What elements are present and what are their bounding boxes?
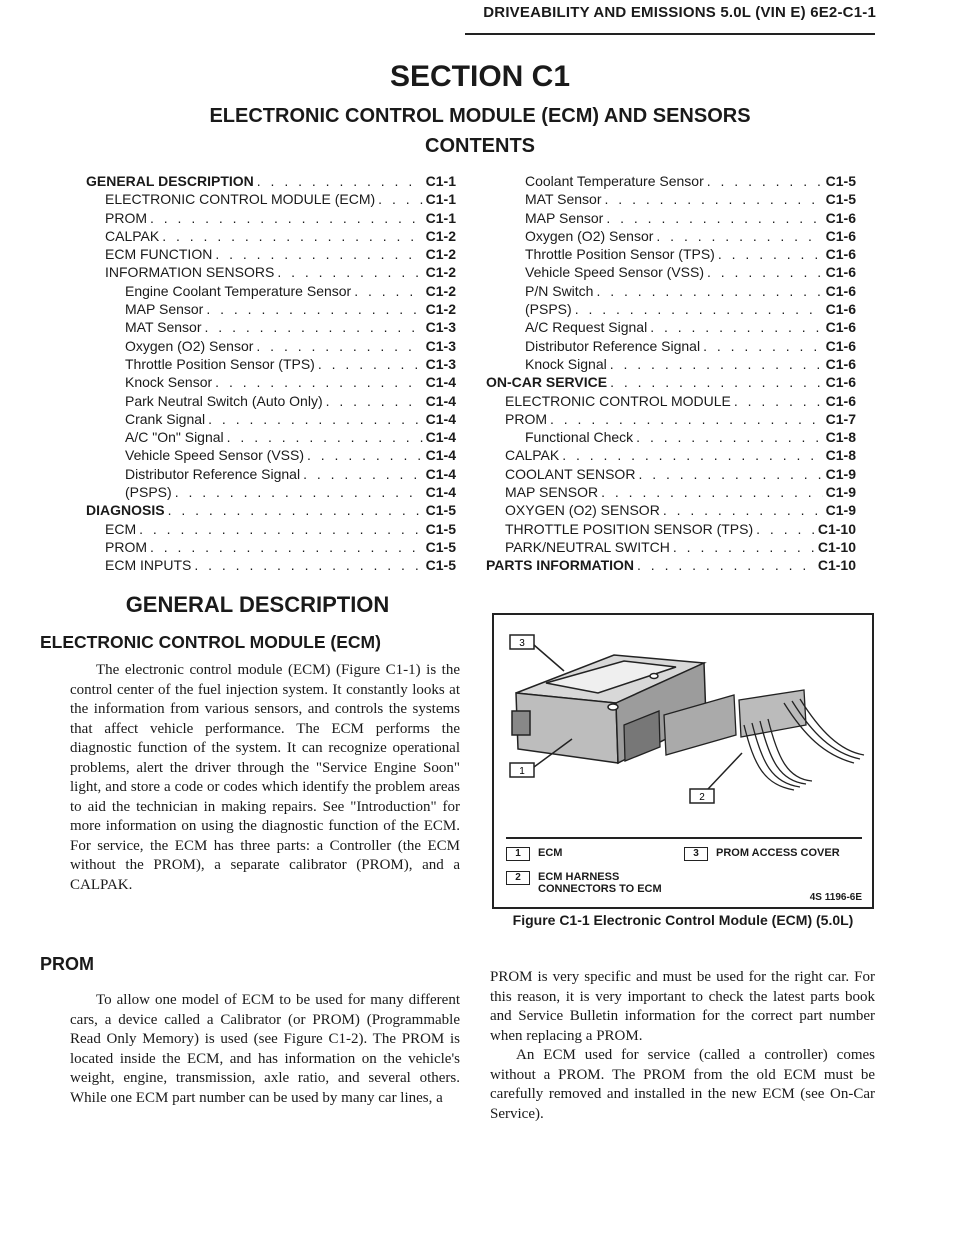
toc-entry-page: C1-5: [825, 191, 856, 208]
toc-entry-label: PROM: [105, 209, 147, 226]
prom-paragraph-continued: PROM is very specific and must be used for the right car. For this reason, it is very important to check the latest parts book and Service Bulletin information for the correct part number when replacing a PROM.: [490, 969, 875, 1044]
toc-leader-dots: [656, 227, 822, 245]
ecm-illustration: [494, 615, 872, 837]
legend-item-harness: [506, 871, 662, 895]
toc-entry-label: PROM: [105, 538, 147, 555]
toc-entry-label: Distributor Reference Signal: [525, 337, 701, 354]
legend-label-line1: ECM HARNESS: [538, 871, 620, 883]
figure-separator: [506, 837, 862, 839]
toc-entry: [86, 227, 456, 245]
toc-entry-page: C1-3: [425, 355, 456, 372]
toc-entry-label: Distributor Reference Signal: [125, 465, 301, 482]
callout-1-label: 1: [519, 766, 525, 777]
ecm-paragraph: The electronic control module (ECM) (Figure C1-1) is the control center of the fuel injection system. It constantly looks at the information from various sensors, and controls the systems that affect vehicle performance. The ECM performs the diagnostic function of the system. It can recognize operational problems, alert the driver through the "Service Engine Soon" light, and store a code or codes which identify the problem areas to aid the technician in making repairs. See "Introduction" for more information on using the diagnostic function of the ECM. For service, the ECM has three parts: a Controller (the ECM without the PROM), a separate calibrator (PROM), and a CALPAK.: [70, 662, 460, 893]
toc-entry-page: C1-4: [425, 392, 456, 409]
toc-leader-dots: [307, 446, 423, 464]
toc-entry-page: C1-2: [425, 227, 456, 244]
toc-entry-page: C1-9: [825, 502, 856, 519]
toc-entry-page: C1-5: [425, 557, 456, 574]
callout-3: [510, 635, 564, 671]
toc-entry-label: GENERAL DESCRIPTION: [86, 173, 254, 189]
toc-entry: [486, 392, 856, 410]
toc-entry-page: C1-1: [425, 191, 456, 208]
legend-label: PROM ACCESS COVER: [716, 847, 840, 859]
toc-entry-page: C1-10: [817, 520, 856, 537]
toc-leader-dots: [205, 318, 423, 336]
legend-label: [538, 871, 662, 895]
toc-leader-dots: [208, 410, 422, 428]
toc-entry-label: ELECTRONIC CONTROL MODULE: [505, 392, 731, 409]
toc-entry: [486, 300, 856, 318]
toc-leader-dots: [756, 520, 815, 538]
toc-entry: [86, 446, 456, 464]
toc-entry-page: C1-4: [425, 447, 456, 464]
toc-entry-label: ELECTRONIC CONTROL MODULE (ECM): [105, 191, 376, 208]
toc-leader-dots: [637, 556, 815, 574]
toc-entry: [486, 501, 856, 519]
toc-entry-page: C1-6: [825, 355, 856, 372]
toc-entry-page: C1-5: [425, 520, 456, 537]
legend-label: ECM: [538, 847, 563, 859]
toc-entry-page: C1-6: [825, 319, 856, 336]
toc-entry-label: P/N Switch: [525, 282, 594, 299]
toc-entry-label: PROM: [505, 410, 547, 427]
toc-leader-dots: [673, 538, 815, 556]
toc-entry-page: C1-3: [425, 319, 456, 336]
toc-entry-label: Vehicle Speed Sensor (VSS): [525, 264, 704, 281]
toc-entry: [486, 190, 856, 208]
toc-leader-dots: [605, 190, 823, 208]
toc-entry-label: Vehicle Speed Sensor (VSS): [125, 447, 304, 464]
toc-entry-label: MAP Sensor: [525, 209, 604, 226]
toc-entry: [86, 245, 456, 263]
toc-entry: [86, 501, 456, 519]
toc-entry: [486, 355, 856, 373]
toc-leader-dots: [610, 373, 823, 391]
toc-leader-dots: [707, 172, 823, 190]
toc-entry: [486, 172, 856, 190]
toc-entry-label: ECM INPUTS: [105, 557, 192, 574]
toc-entry-label: MAT Sensor: [525, 191, 602, 208]
toc-leader-dots: [610, 355, 823, 373]
toc-entry: [86, 172, 456, 190]
toc-entry-label: A/C "On" Signal: [125, 429, 224, 446]
toc-leader-dots: [663, 501, 823, 519]
toc-entry-page: C1-3: [425, 337, 456, 354]
toc-leader-dots: [215, 373, 422, 391]
toc-leader-dots: [257, 172, 423, 190]
toc-leader-dots: [562, 446, 822, 464]
toc-entry: [486, 410, 856, 428]
toc-entry-page: C1-8: [825, 447, 856, 464]
legend-num: 3: [684, 847, 708, 861]
toc-leader-dots: [718, 245, 823, 263]
running-header: DRIVEABILITY AND EMISSIONS 5.0L (VIN E) 6E2-C1-1: [483, 4, 876, 21]
toc-entry-label: A/C Request Signal: [525, 319, 648, 336]
toc-entry: [486, 282, 856, 300]
legend-item-prom-cover: [684, 847, 840, 861]
toc-entry: [86, 520, 456, 538]
header-rule: [465, 33, 875, 35]
toc-entry-label: CALPAK: [505, 447, 560, 464]
toc-entry-page: C1-2: [425, 282, 456, 299]
toc-entry: [86, 392, 456, 410]
toc-entry-label: Knock Sensor: [125, 374, 213, 391]
toc-leader-dots: [378, 190, 422, 208]
toc-entry: [86, 190, 456, 208]
toc-entry: [486, 209, 856, 227]
toc-entry-page: C1-1: [425, 173, 456, 189]
toc-entry-page: C1-5: [425, 502, 456, 519]
toc-leader-dots: [354, 282, 422, 300]
toc-entry-page: C1-6: [825, 246, 856, 263]
toc-entry: [486, 373, 856, 391]
toc-leader-dots: [703, 337, 823, 355]
toc-entry-page: C1-6: [825, 337, 856, 354]
toc-entry: [86, 428, 456, 446]
toc-entry: [86, 318, 456, 336]
legend-num: 1: [506, 847, 530, 861]
toc-entry-label: INFORMATION SENSORS: [105, 264, 275, 281]
toc-entry-page: C1-4: [425, 374, 456, 391]
toc-entry-page: C1-10: [817, 557, 856, 574]
toc-entry-page: C1-5: [825, 173, 856, 189]
prom-paragraph: To allow one model of ECM to be used for many different cars, a device called a Calibrator (or PROM) (Programmable Read Only Memory) is used (see Figure C1-2). The PROM is located inside the ECM, and has information on the vehicle's weight, engine, transmission, axle ratio, and several others. While one ECM part number can be used by many car lines, a: [70, 992, 460, 1106]
toc-leader-dots: [150, 209, 423, 227]
toc-right-column: [486, 172, 856, 575]
toc-entry-label: MAP SENSOR: [505, 484, 599, 501]
toc-leader-dots: [734, 392, 823, 410]
toc-leader-dots: [175, 483, 423, 501]
toc-entry: [86, 282, 456, 300]
toc-entry-label: MAT Sensor: [125, 319, 202, 336]
toc-entry: [486, 245, 856, 263]
general-description-heading: GENERAL DESCRIPTION: [125, 592, 390, 617]
section-subtitle: ELECTRONIC CONTROL MODULE (ECM) AND SENSORS: [209, 105, 751, 127]
toc-entry-label: Throttle Position Sensor (TPS): [525, 246, 715, 263]
toc-entry: [86, 465, 456, 483]
toc-entry-page: C1-6: [825, 209, 856, 226]
toc-entry-label: PARTS INFORMATION: [486, 557, 635, 574]
toc-left-column: [86, 172, 456, 575]
toc-leader-dots: [650, 318, 822, 336]
toc-leader-dots: [707, 263, 823, 281]
toc-entry-page: C1-6: [825, 374, 856, 391]
toc-entry: [86, 556, 456, 574]
toc-leader-dots: [318, 355, 423, 373]
toc-entry-label: (PSPS): [525, 301, 572, 318]
toc-entry-page: C1-2: [425, 264, 456, 281]
toc-entry: [486, 483, 856, 501]
toc-leader-dots: [606, 209, 822, 227]
toc-entry-label: PARK/NEUTRAL SWITCH: [505, 538, 670, 555]
toc-entry: [486, 446, 856, 464]
legend-item-ecm: [506, 847, 562, 861]
toc-entry: [86, 209, 456, 227]
toc-entry: [486, 337, 856, 355]
toc-entry: [486, 428, 856, 446]
toc-entry-page: C1-8: [825, 429, 856, 446]
toc-entry: [486, 465, 856, 483]
ecm-heading: ELECTRONIC CONTROL MODULE (ECM): [40, 632, 381, 652]
toc-entry-label: Park Neutral Switch (Auto Only): [125, 392, 323, 409]
toc-leader-dots: [638, 465, 822, 483]
section-title: SECTION C1: [389, 60, 571, 93]
toc-leader-dots: [206, 300, 422, 318]
toc-entry: [86, 483, 456, 501]
toc-entry-label: MAP Sensor: [125, 301, 204, 318]
toc-entry-label: THROTTLE POSITION SENSOR (TPS): [505, 520, 754, 537]
toc-leader-dots: [636, 428, 822, 446]
toc-leader-dots: [168, 501, 423, 519]
toc-leader-dots: [150, 538, 423, 556]
callout-2: [690, 753, 742, 803]
toc-leader-dots: [256, 337, 422, 355]
toc-entry-page: C1-9: [825, 484, 856, 501]
toc-entry-label: Throttle Position Sensor (TPS): [125, 355, 315, 372]
toc-leader-dots: [194, 556, 422, 574]
prom-heading: PROM: [40, 954, 94, 974]
toc-entry: [86, 337, 456, 355]
legend-num: 2: [506, 871, 530, 885]
toc-entry-page: C1-5: [425, 538, 456, 555]
callout-3-label: 3: [519, 638, 525, 649]
callout-2-label: 2: [699, 792, 705, 803]
toc-entry: [486, 318, 856, 336]
ecm-figure: [492, 613, 874, 909]
toc-entry-label: CALPAK: [105, 227, 160, 244]
toc-leader-dots: [277, 263, 422, 281]
toc-leader-dots: [227, 428, 423, 446]
toc-entry-page: C1-4: [425, 429, 456, 446]
toc-entry: [486, 227, 856, 245]
toc-entry: [86, 263, 456, 281]
toc-entry-page: C1-6: [825, 282, 856, 299]
toc-entry-label: Oxygen (O2) Sensor: [525, 227, 654, 244]
toc-entry-label: Functional Check: [525, 429, 634, 446]
toc-entry: [486, 263, 856, 281]
toc-leader-dots: [162, 227, 422, 245]
contents-heading: CONTENTS: [425, 135, 535, 157]
toc-entry-label: Coolant Temperature Sensor: [525, 173, 704, 189]
toc-entry: [486, 538, 856, 556]
toc-leader-dots: [215, 245, 422, 263]
toc-entry-page: C1-4: [425, 410, 456, 427]
toc-entry: [486, 520, 856, 538]
toc-entry: [86, 355, 456, 373]
toc-entry: [86, 300, 456, 318]
controller-paragraph: An ECM used for service (called a controller) comes without a PROM. The PROM from the old ECM must be carefully removed and installed in the new ECM (see On-Car Service).: [490, 1047, 875, 1122]
toc-entry-page: C1-6: [825, 227, 856, 244]
figure-code: 4S 1196-6E: [809, 892, 862, 903]
toc-entry-label: Engine Coolant Temperature Sensor: [125, 282, 352, 299]
toc-entry: [486, 556, 856, 574]
toc-entry-page: C1-4: [425, 465, 456, 482]
toc-entry-label: OXYGEN (O2) SENSOR: [505, 502, 660, 519]
toc-entry-page: C1-6: [825, 392, 856, 409]
toc-entry-page: C1-4: [425, 484, 456, 501]
toc-entry-label: Oxygen (O2) Sensor: [125, 337, 254, 354]
toc-entry-label: ON-CAR SERVICE: [486, 374, 608, 391]
toc-entry-page: C1-10: [817, 538, 856, 555]
toc-entry-page: C1-2: [425, 301, 456, 318]
toc-entry-label: COOLANT SENSOR: [505, 465, 636, 482]
toc-entry-page: C1-6: [825, 301, 856, 318]
toc-leader-dots: [596, 282, 822, 300]
toc-leader-dots: [326, 392, 423, 410]
toc-leader-dots: [601, 483, 823, 501]
toc-leader-dots: [303, 465, 423, 483]
legend-label-line2: CONNECTORS TO ECM: [538, 883, 662, 895]
toc-entry-label: Crank Signal: [125, 410, 206, 427]
toc-entry-page: C1-7: [825, 410, 856, 427]
toc-entry-page: C1-2: [425, 246, 456, 263]
toc-entry-page: C1-9: [825, 465, 856, 482]
toc-leader-dots: [139, 520, 423, 538]
toc-entry-label: DIAGNOSIS: [86, 502, 165, 519]
toc-entry-label: ECM FUNCTION: [105, 246, 213, 263]
toc-entry-label: Knock Signal: [525, 355, 607, 372]
toc-entry-label: ECM: [105, 520, 137, 537]
toc-leader-dots: [575, 300, 823, 318]
toc-entry-page: C1-6: [825, 264, 856, 281]
toc-entry-page: C1-1: [425, 209, 456, 226]
toc-entry: [86, 410, 456, 428]
figure-caption: Figure C1-1 Electronic Control Module (ECM) (5.0L): [512, 912, 854, 928]
toc-leader-dots: [550, 410, 823, 428]
toc-entry-label: (PSPS): [125, 484, 172, 501]
toc-entry: [86, 538, 456, 556]
toc-entry: [86, 373, 456, 391]
